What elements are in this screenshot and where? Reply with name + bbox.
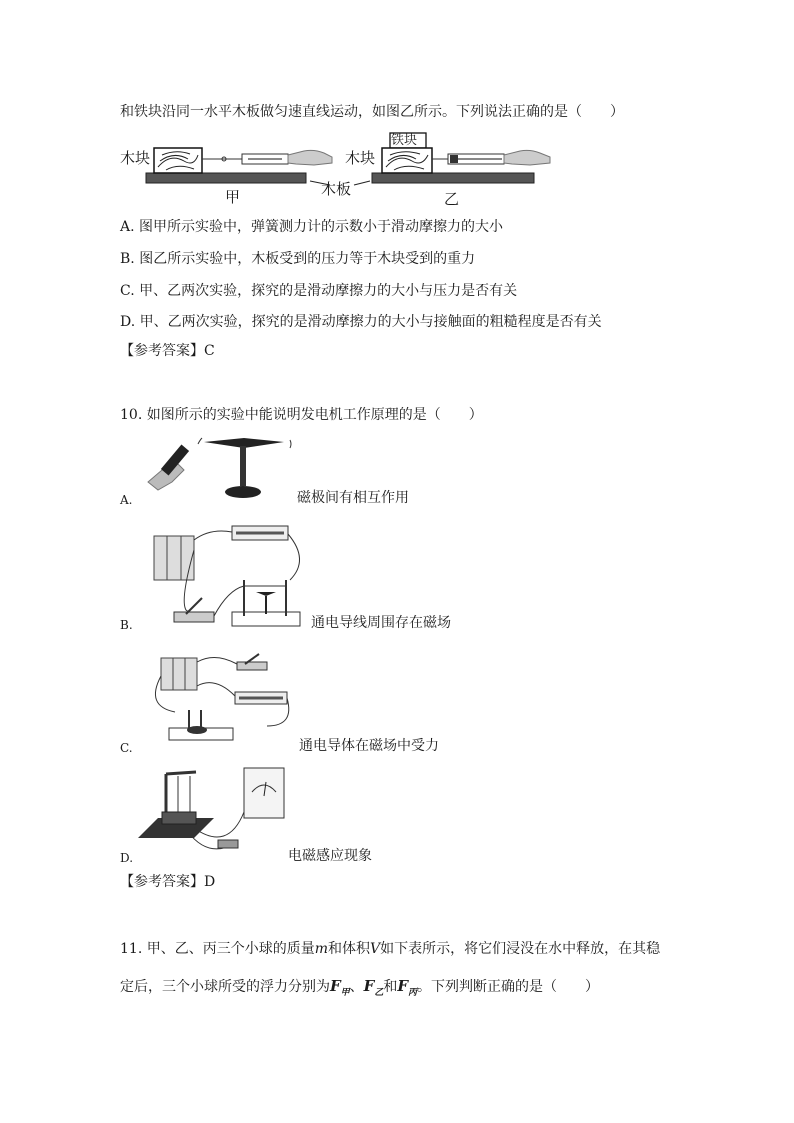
q11-line1: [120, 940, 660, 958]
switch-icon: [218, 840, 238, 848]
f-yi-letter: F: [363, 977, 375, 995]
label-jia: 甲: [225, 188, 241, 206]
q10-figure-d: [138, 762, 298, 854]
q10-figure-a: [144, 438, 304, 504]
f-jia-letter: F: [330, 977, 341, 995]
q10-option-b-caption: 通电导线周围存在磁场: [311, 615, 451, 631]
q11-sep1: 、: [349, 979, 364, 995]
q10-option-b-letter: B.: [120, 618, 133, 632]
hand-left-icon: [288, 150, 332, 165]
switch-icon: [237, 662, 267, 670]
q11-var-v: V: [370, 941, 381, 957]
q10-option-d-caption: 电磁感应现象: [288, 848, 372, 864]
q11-var-m: m: [314, 941, 328, 957]
q11-line1-start: 11. 甲、乙、丙三个小球的质量: [120, 941, 315, 957]
q9-option-c: C. 甲、乙两次实验，探究的是滑动摩擦力的大小与压力是否有关: [120, 283, 518, 299]
f-yi-symbol: [363, 977, 384, 998]
q10-answer: 【参考答案】D: [120, 874, 216, 890]
f-jia-sub: 甲: [340, 988, 350, 998]
board-right: [372, 173, 534, 183]
label-yi: 乙: [444, 190, 460, 208]
q10-figure-b: [150, 520, 310, 630]
q10-option-c-caption: 通电导体在磁场中受力: [299, 738, 439, 754]
switch-icon: [174, 612, 214, 622]
q9-option-a: A. 图甲所示实验中，弹簧测力计的示数小于滑动摩擦力的大小: [120, 219, 504, 235]
q9-answer: 【参考答案】C: [120, 343, 215, 359]
q9-option-d: D. 甲、乙两次实验，探究的是滑动摩擦力的大小与接触面的粗糙程度是否有关: [120, 314, 602, 330]
board-left: [146, 173, 306, 183]
q10-option-a-caption: 磁极间有相互作用: [297, 490, 409, 506]
magnet-icon: [162, 812, 196, 824]
q9-option-b: B. 图乙所示实验中，木板受到的压力等于木块受到的重力: [120, 251, 476, 267]
q9-intro: 和铁块沿同一水平木板做匀速直线运动，如图乙所示。下列说法正确的是（ ）: [120, 104, 624, 120]
hand-right-icon: [504, 150, 550, 165]
battery-icon: [161, 658, 197, 690]
f-bing-letter: F: [397, 977, 408, 995]
q11-line2: [120, 977, 599, 1002]
q10-option-d-letter: D.: [120, 851, 134, 865]
q10-option-a-letter: A.: [120, 493, 133, 507]
f-bing-symbol: [397, 977, 418, 998]
q11-sep2: 和: [383, 979, 398, 995]
f-jia-symbol: [330, 977, 350, 998]
q10-option-c-letter: C.: [120, 741, 133, 755]
q11-line1-mid: 和体积: [328, 941, 370, 957]
q10-figure-c: [145, 646, 305, 746]
label-wood-block-right: 木块: [345, 149, 376, 167]
label-iron-block: 铁块: [391, 133, 418, 148]
f-bing-sub: 丙: [408, 988, 418, 998]
needle-stand: [240, 446, 246, 486]
q11-line1-end: 如下表所示，将它们浸没在水中释放，在其稳: [380, 941, 661, 957]
q11-line2-end: 。下列判断正确的是（ ）: [417, 979, 600, 995]
label-board: 木板: [321, 180, 352, 198]
f-yi-sub: 乙: [374, 988, 384, 998]
q10-stem: 10. 如图所示的实验中能说明发电机工作原理的是（ ）: [120, 407, 483, 423]
label-wood-block-left: 木块: [120, 149, 151, 167]
q11-line2-start: 定后，三个小球所受的浮力分别为: [120, 979, 330, 995]
